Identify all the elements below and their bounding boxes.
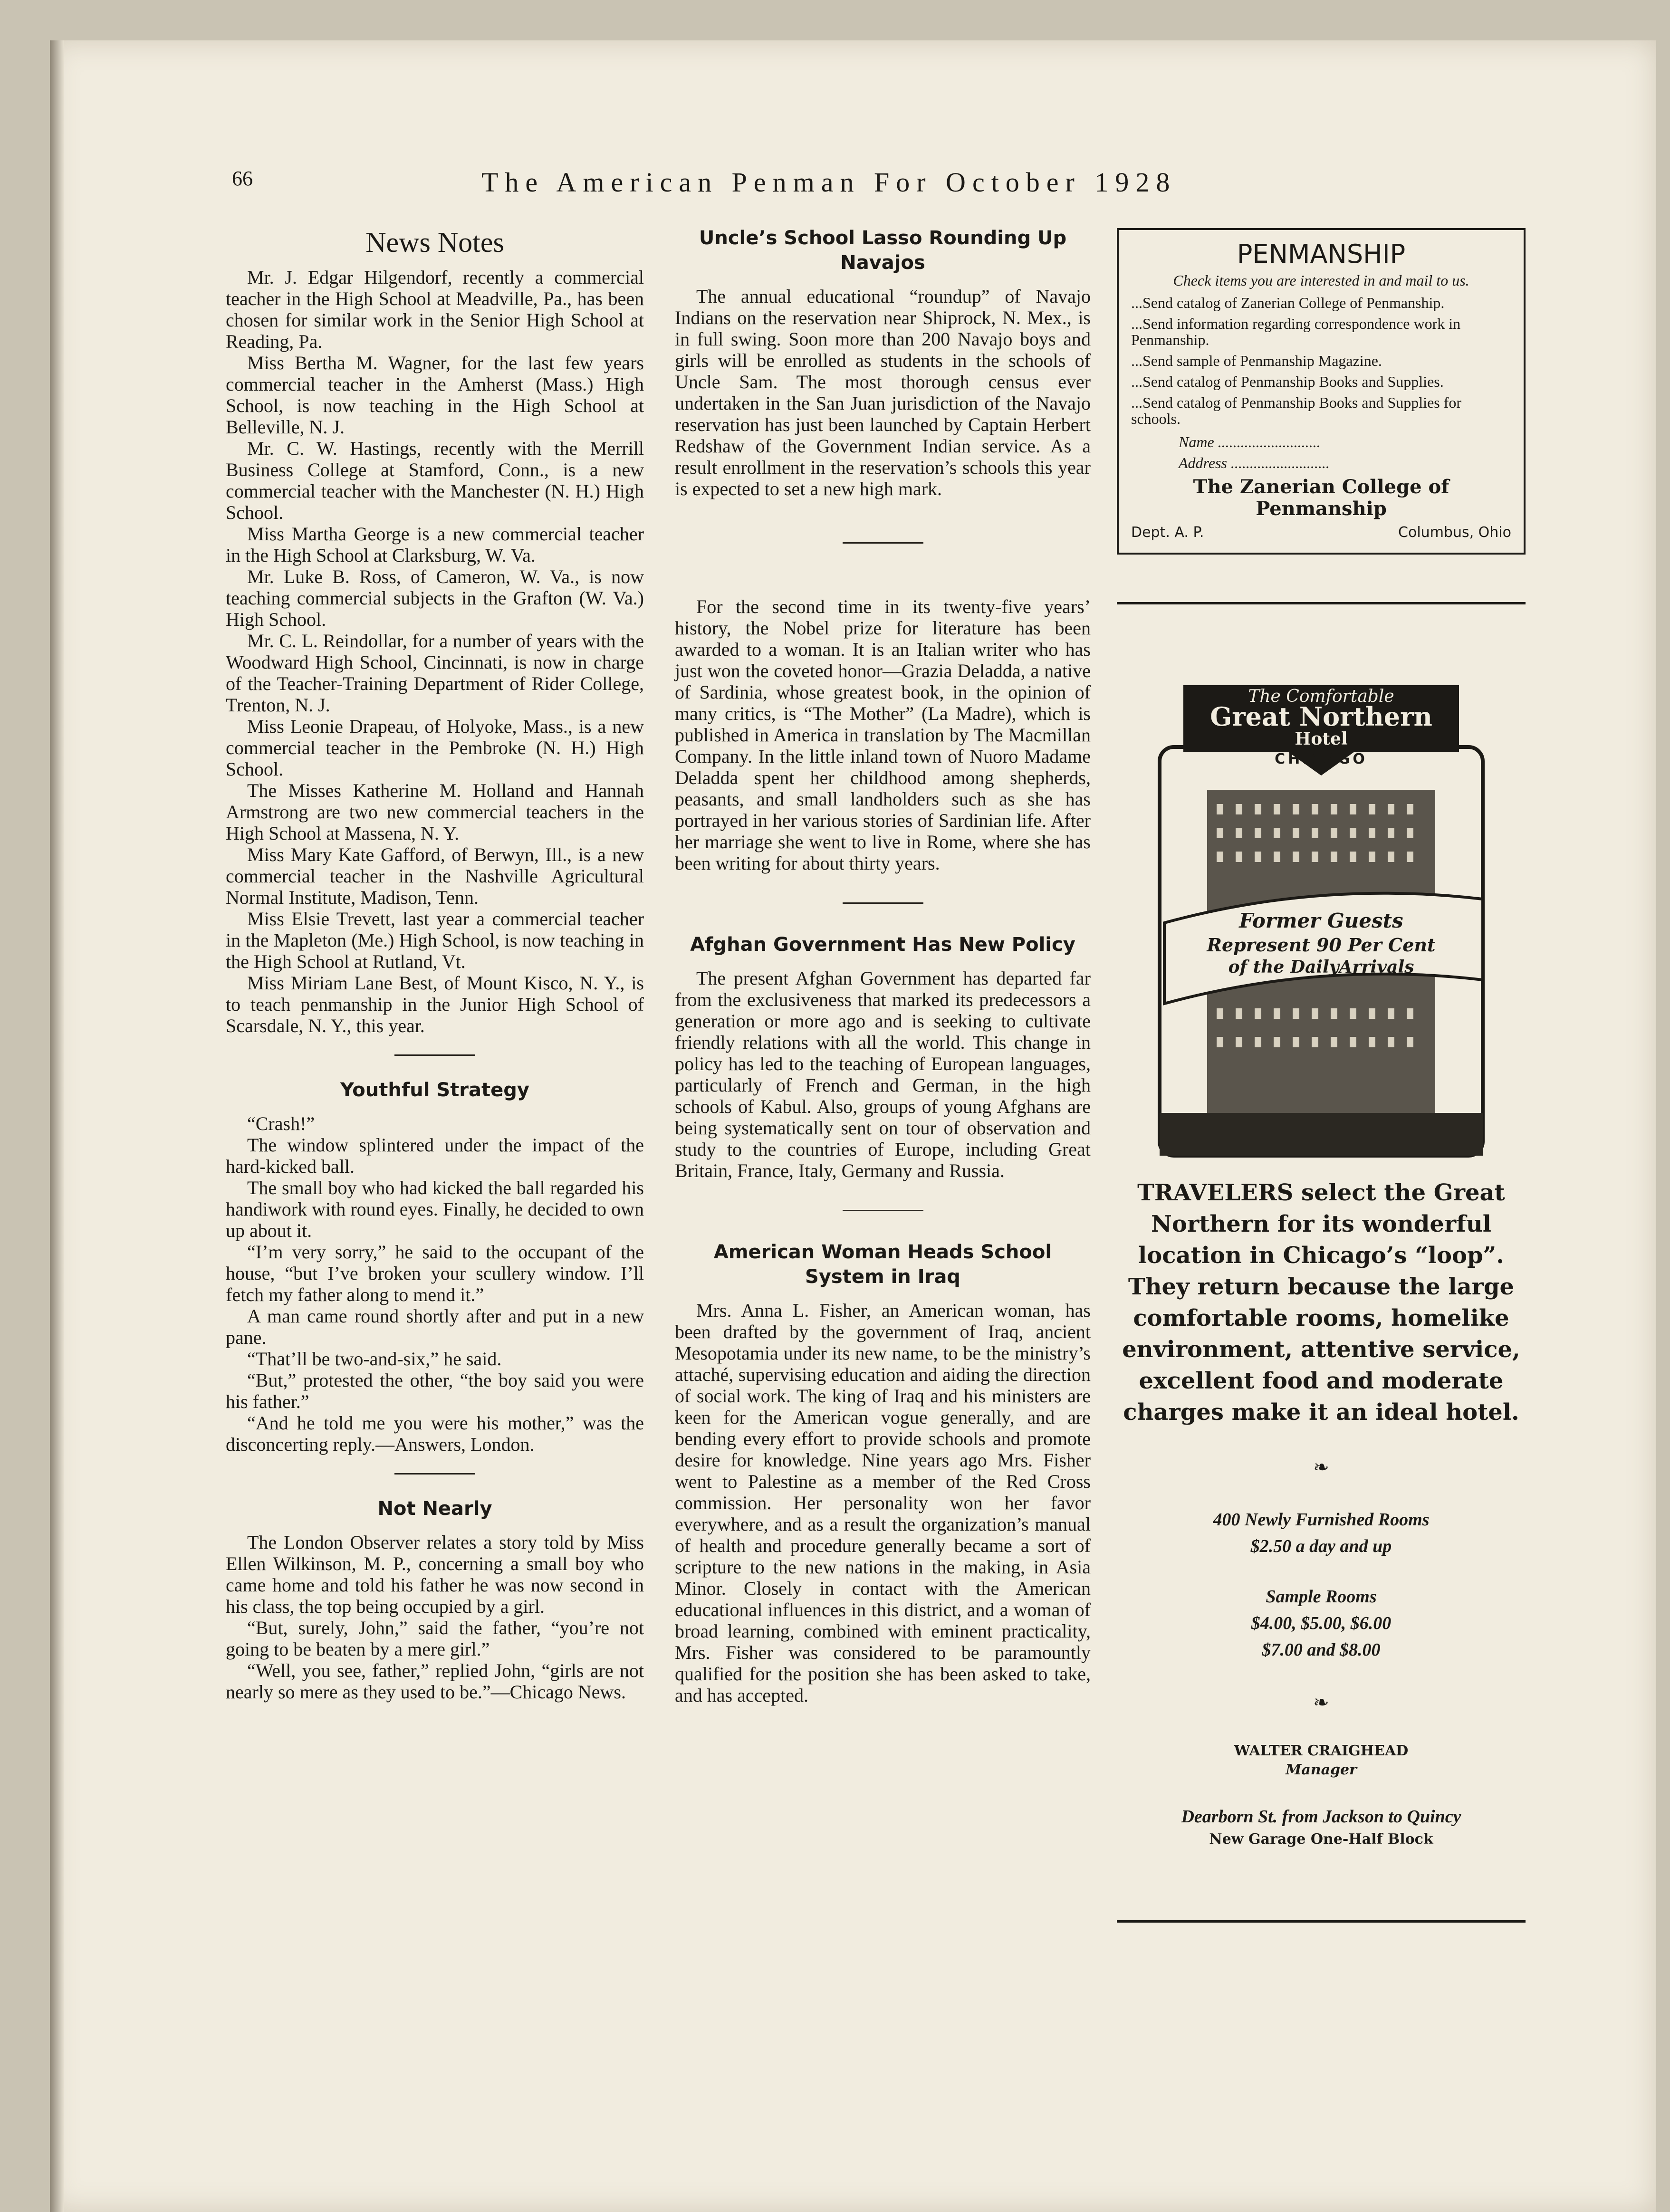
dept-label: Dept. A. P.	[1131, 524, 1204, 541]
ribbon-line-1: Former Guests	[1239, 909, 1403, 932]
news-item: Miss Martha George is a new commercial teacher in the High School at Clarksburg, W. Va.	[226, 523, 644, 566]
column-right	[1117, 228, 1526, 1923]
ornament-icon: ❧	[1313, 1456, 1329, 1478]
story-paragraph: A man came round shortly after and put in a new pane.	[226, 1305, 644, 1348]
section-divider	[843, 542, 923, 544]
page-gutter-shadow	[50, 40, 64, 2212]
news-item: Miss Leonie Drapeau, of Holyoke, Mass., is a new commercial teacher in the Pembroke (N. H.) High School.	[226, 716, 644, 780]
youthful-strategy-heading: Youthful Strategy	[340, 1079, 529, 1101]
banner-tagline: The Comfortable	[1248, 687, 1394, 706]
story-paragraph: “Well, you see, father,” replied John, “girls are not nearly so mere as they used to be.”—Chicago News.	[226, 1660, 644, 1703]
story-paragraph: The London Observer relates a story told by Miss Ellen Wilkinson, M. P., concerning a small boy who came home and told his father he was now second in his class, the top being occupied by a girl.	[226, 1532, 644, 1617]
rooms-line-1: 400 Newly Furnished Rooms	[1213, 1510, 1430, 1530]
news-item: Miss Elsie Trevett, last year a commercial teacher in the Mapleton (Me.) High School, is now teaching in the High School at Rutland, Vt.	[226, 908, 644, 972]
form-footer	[1131, 522, 1511, 543]
news-item: The Misses Katherine M. Holland and Hannah Armstrong are two new commercial teachers in the High School at Massena, N. Y.	[226, 780, 644, 844]
page-header	[232, 166, 1285, 198]
ribbon-line-3: of the DailyArrivals	[1228, 957, 1414, 977]
column-rule-bottom	[1117, 1920, 1526, 1923]
sample-rooms-prices-2: $7.00 and $8.00	[1262, 1640, 1381, 1660]
form-title: PENMANSHIP	[1237, 239, 1406, 269]
manager-title: Manager	[1286, 1762, 1357, 1778]
city-label: Columbus, Ohio	[1398, 524, 1511, 541]
afghan-heading: Afghan Government Has New Policy	[690, 934, 1075, 956]
story-paragraph: “But, surely, John,” said the father, “you’re not going to be beaten by a mere girl.”	[226, 1617, 644, 1660]
form-option: ...Send catalog of Penmanship Books and Supplies.	[1131, 373, 1444, 390]
sample-rooms-heading: Sample Rooms	[1266, 1587, 1377, 1607]
manager-name: WALTER CRAIGHEAD	[1234, 1743, 1409, 1759]
banner-hotel-name: Great Northern	[1210, 701, 1432, 732]
lasso-heading: Uncle’s School Lasso Rounding Up Navajos	[699, 227, 1067, 274]
hotel-illustration	[1155, 676, 1488, 1158]
news-item: Miss Mary Kate Gafford, of Berwyn, Ill., is a new commercial teacher in the Nashville Agricultural Normal Institute, Madison, Tenn.	[226, 844, 644, 908]
college-name: The Zanerian College of Penmanship	[1193, 476, 1449, 520]
form-options	[1131, 295, 1511, 427]
news-item: Mr. C. W. Hastings, recently with the Merrill Business College at Stamford, Conn., is a new commercial teacher with the Manchester (N. H.) High School.	[226, 438, 644, 523]
ornament-icon: ❧	[1313, 1692, 1329, 1713]
not-nearly-heading: Not Nearly	[377, 1498, 492, 1520]
story-paragraph: The small boy who had kicked the ball regarded his handiwork with round eyes. Finally, he decided to own up about it.	[226, 1177, 644, 1241]
garage-note: New Garage One-Half Block	[1209, 1831, 1433, 1848]
name-line: Name ...........................	[1179, 433, 1321, 450]
news-item: Miss Bertha M. Wagner, for the last few years commercial teacher in the Amherst (Mass.) High School, is now teaching in the High School at Belleville, N. J.	[226, 352, 644, 438]
form-option: ...Send catalog of Penmanship Books and Supplies for schools.	[1131, 394, 1462, 427]
hotel-location: Dearborn St. from Jackson to Quincy	[1181, 1807, 1461, 1827]
hotel-ad-copy: TRAVELERS select the Great Northern for its wonderful location in Chicago’s “loop”. They return because the large comfortable rooms, homelike environment, attentive service, excellent food and moderate charges make it an ideal hotel.	[1122, 1179, 1520, 1426]
address-line: Address ..........................	[1179, 454, 1330, 471]
running-title: The American Penman For October 1928	[481, 167, 1177, 198]
news-item: Miss Miriam Lane Best, of Mount Kisco, N. Y., is to teach penmanship in the Junior High School of Scarsdale, N. Y., this year.	[226, 972, 644, 1036]
rooms-line-2: $2.50 a day and up	[1250, 1536, 1392, 1556]
afghan-article: The present Afghan Government has departed far from the exclusiveness that marked its predecessors a generation or more ago and is seeking to cultivate friendly relations with all the world. This change in policy has led to the teaching of European languages, particularly of French and German, in the high schools of Kabul. Also, groups of young Afghans are being systematically sent on tour of observation and study to the countries of Europe, including Great Britain, France, Italy, Germany and Russia.	[675, 967, 1091, 1181]
story-paragraph: The window splintered under the impact of the hard-kicked ball.	[226, 1134, 644, 1177]
iraq-article: Mrs. Anna L. Fisher, an American woman, has been drafted by the government of Iraq, ancient Mesopotamia under its new name, to be the ministry’s attaché, supervising education and aiding the direction of social work. The king of Iraq and his ministers are keen for the American vogue generally, and are bending every effort to provide schools and promote desire for knowledge. Nine years ago Mrs. Fisher went to Palestine as a member of the Red Cross commission. Her personality won her favor everywhere, and as a result the organization’s manual of health and procedure generally became a sort of scripture to the new nations in the making, in Asia Minor. Closely in contact with the American educational influences in this district, and a woman of broad learning, combined with eminent practicality, Mrs. Fisher was considered to be paramountly qualified for the position she has been asked to take, and has accepted.	[675, 1300, 1091, 1706]
nobel-article: For the second time in its twenty-five years’ history, the Nobel prize for literature has been awarded to a woman. It is an Italian writer who has just won the coveted honor—Grazia Deladda, a native of Sardinia, whose greatest book, in the opinion of many critics, is “The Mother” (La Madre), which is published in America in translation by The Macmillan Company. In the little inland town of Nuoro Madame Deladda spent her childhood among shepherds, peasants, and small landholders such as she has portrayed in her various stories of Sardinian life. After her marriage she went to live in Rome, where she has been writing for about thirty years.	[675, 596, 1091, 874]
form-option: ...Send information regarding correspondence work in Penmanship.	[1131, 315, 1461, 348]
section-divider	[394, 1473, 475, 1475]
section-divider	[843, 1210, 923, 1211]
section-divider	[843, 902, 923, 904]
banner-hotel-word: Hotel	[1295, 729, 1348, 749]
story-paragraph: “Crash!”	[247, 1113, 315, 1134]
penmanship-order-form	[1117, 228, 1526, 555]
sample-rooms-prices: $4.00, $5.00, $6.00	[1251, 1613, 1392, 1633]
story-paragraph: “But,” protested the other, “the boy said you were his father.”	[226, 1369, 644, 1412]
section-divider	[394, 1054, 475, 1056]
form-option: ...Send sample of Penmanship Magazine.	[1131, 352, 1382, 369]
story-paragraph: “I’m very sorry,” he said to the occupant of the house, “but I’ve broken your scullery window. I’ll fetch my father along to mend it.”	[226, 1241, 644, 1305]
page-number: 66	[232, 167, 253, 190]
form-instructions: Check items you are interested in and mail to us.	[1173, 272, 1469, 289]
story-paragraph: “That’ll be two-and-six,” he said.	[247, 1348, 502, 1369]
news-notes-heading: News Notes	[365, 227, 504, 258]
column-left	[226, 226, 644, 1703]
form-option: ...Send catalog of Zanerian College of Penmanship.	[1131, 294, 1445, 311]
lasso-article: The annual educational “roundup” of Navajo Indians on the reservation near Shiprock, N. Mex., is in full swing. Soon more than 200 Navajo boys and girls will be enrolled as students in the schools of Uncle Sam. The most thorough census ever undertaken in the San Juan jurisdiction of the Navajo reservation has just been launched by Captain Herbert Redshaw of the Government Indian service. As a result enrollment in the reservation’s schools this year is expected to set a new high mark.	[675, 286, 1091, 499]
banner-city: CHICAGO	[1275, 751, 1368, 767]
news-item: Mr. C. L. Reindollar, for a number of years with the Woodward High School, Cincinnati, is now in charge of the Teacher-Training Department of Rider College, Trenton, N. J.	[226, 630, 644, 716]
story-paragraph: “And he told me you were his mother,” was the disconcerting reply.—Answers, London.	[226, 1412, 644, 1455]
column-middle	[675, 226, 1091, 1706]
column-rule	[1117, 602, 1526, 604]
news-item: Mr. Luke B. Ross, of Cameron, W. Va., is now teaching commercial subjects in the Grafton (W. Va.) High School.	[226, 566, 644, 630]
ribbon-line-2: Represent 90 Per Cent	[1207, 934, 1436, 956]
news-item: Mr. J. Edgar Hilgendorf, recently a commercial teacher in the High School at Meadville, Pa., has been chosen for similar work in the Senior High School at Reading, Pa.	[226, 267, 644, 352]
iraq-heading: American Woman Heads School System in Iraq	[713, 1241, 1052, 1288]
